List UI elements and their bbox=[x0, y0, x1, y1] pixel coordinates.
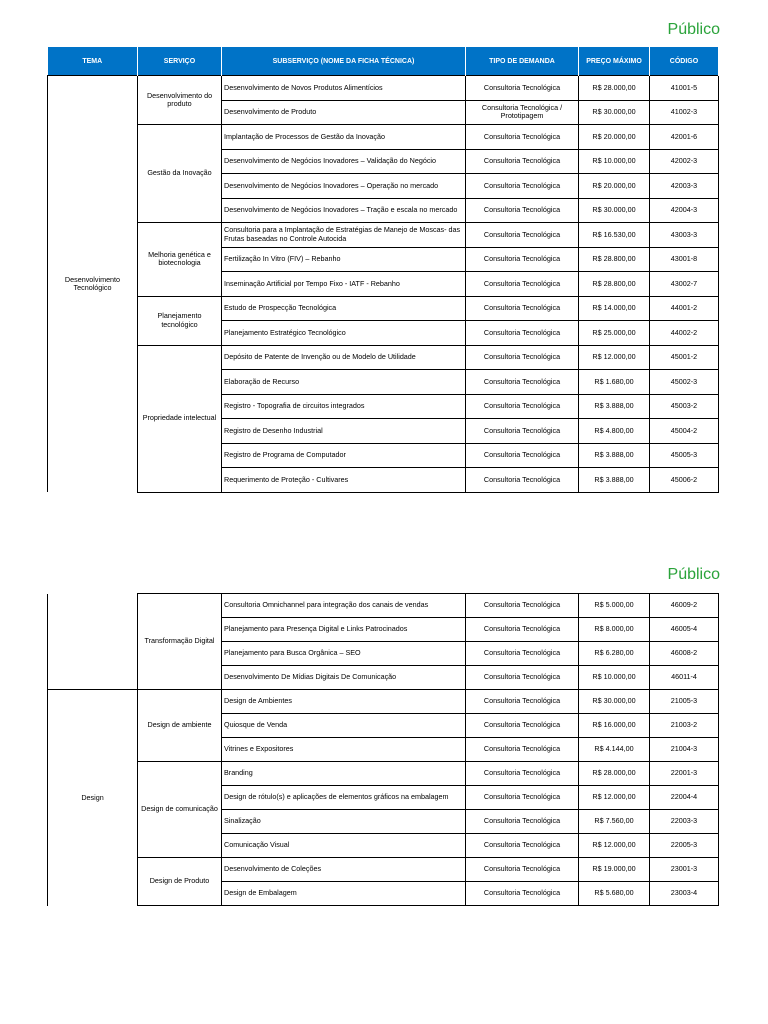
tipo-cell: Consultoria Tecnológica bbox=[466, 174, 579, 199]
subservico-cell: Vitrines e Expositores bbox=[222, 738, 466, 762]
preco-cell: R$ 12.000,00 bbox=[579, 786, 650, 810]
classification-label-top: Público bbox=[667, 21, 720, 38]
tipo-cell: Consultoria Tecnológica bbox=[466, 738, 579, 762]
codigo-cell: 43003-3 bbox=[650, 223, 719, 248]
preco-cell: R$ 25.000,00 bbox=[579, 321, 650, 346]
table-row bbox=[48, 76, 719, 101]
codigo-cell: 45003-2 bbox=[650, 394, 719, 419]
codigo-cell: 45006-2 bbox=[650, 468, 719, 493]
codigo-cell: 42001-6 bbox=[650, 125, 719, 150]
preco-cell: R$ 16.000,00 bbox=[579, 714, 650, 738]
table-row bbox=[48, 690, 719, 714]
codigo-cell: 45001-2 bbox=[650, 345, 719, 370]
table-row bbox=[48, 345, 719, 370]
codigo-cell: 21003-2 bbox=[650, 714, 719, 738]
codigo-cell: 42004-3 bbox=[650, 198, 719, 223]
preco-cell: R$ 5.000,00 bbox=[579, 594, 650, 618]
preco-cell: R$ 1.680,00 bbox=[579, 370, 650, 395]
table-header-row bbox=[48, 47, 719, 76]
codigo-cell: 43002-7 bbox=[650, 272, 719, 297]
subservico-cell: Desenvolvimento de Negócios Inovadores – Tração e escala no mercado bbox=[222, 198, 466, 223]
preco-cell: R$ 8.000,00 bbox=[579, 618, 650, 642]
tipo-cell: Consultoria Tecnológica bbox=[466, 76, 579, 101]
subservico-cell: Fertilização In Vitro (FIV) – Rebanho bbox=[222, 247, 466, 272]
tipo-cell: Consultoria Tecnológica bbox=[466, 419, 579, 444]
header-tema: TEMA bbox=[48, 47, 138, 76]
preco-cell: R$ 19.000,00 bbox=[579, 858, 650, 882]
codigo-cell: 46011-4 bbox=[650, 666, 719, 690]
header-subservico: SUBSERVIÇO (NOME DA FICHA TÉCNICA) bbox=[222, 47, 466, 76]
tipo-cell: Consultoria Tecnológica bbox=[466, 834, 579, 858]
preco-cell: R$ 7.560,00 bbox=[579, 810, 650, 834]
subservico-cell: Design de Embalagem bbox=[222, 882, 466, 906]
preco-cell: R$ 28.000,00 bbox=[579, 76, 650, 101]
services-table-page2 bbox=[47, 593, 719, 906]
subservico-cell: Registro de Desenho Industrial bbox=[222, 419, 466, 444]
tipo-cell: Consultoria Tecnológica bbox=[466, 858, 579, 882]
servico-cell: Melhoria genética e biotecnologia bbox=[138, 223, 222, 297]
tipo-cell: Consultoria Tecnológica bbox=[466, 690, 579, 714]
preco-cell: R$ 12.000,00 bbox=[579, 834, 650, 858]
codigo-cell: 45002-3 bbox=[650, 370, 719, 395]
subservico-cell: Desenvolvimento de Negócios Inovadores – Operação no mercado bbox=[222, 174, 466, 199]
header-preco: PREÇO MÁXIMO bbox=[579, 47, 650, 76]
codigo-cell: 23003-4 bbox=[650, 882, 719, 906]
codigo-cell: 41001-5 bbox=[650, 76, 719, 101]
preco-cell: R$ 6.280,00 bbox=[579, 642, 650, 666]
subservico-cell: Consultoria Omnichannel para integração dos canais de vendas bbox=[222, 594, 466, 618]
subservico-cell: Planejamento Estratégico Tecnológico bbox=[222, 321, 466, 346]
preco-cell: R$ 10.000,00 bbox=[579, 666, 650, 690]
table-row bbox=[48, 762, 719, 786]
subservico-cell: Sinalização bbox=[222, 810, 466, 834]
preco-cell: R$ 28.000,00 bbox=[579, 762, 650, 786]
preco-cell: R$ 28.800,00 bbox=[579, 272, 650, 297]
preco-cell: R$ 3.888,00 bbox=[579, 394, 650, 419]
table-row bbox=[48, 125, 719, 150]
codigo-cell: 44001-2 bbox=[650, 296, 719, 321]
servico-cell: Transformação Digital bbox=[138, 594, 222, 690]
codigo-cell: 44002-2 bbox=[650, 321, 719, 346]
codigo-cell: 22003-3 bbox=[650, 810, 719, 834]
subservico-cell: Planejamento para Busca Orgânica – SEO bbox=[222, 642, 466, 666]
subservico-cell: Desenvolvimento de Coleções bbox=[222, 858, 466, 882]
subservico-cell: Inseminação Artificial por Tempo Fixo - IATF - Rebanho bbox=[222, 272, 466, 297]
tipo-cell: Consultoria Tecnológica bbox=[466, 786, 579, 810]
table-row bbox=[48, 296, 719, 321]
tipo-cell: Consultoria Tecnológica bbox=[466, 762, 579, 786]
header-tipo: TIPO DE DEMANDA bbox=[466, 47, 579, 76]
preco-cell: R$ 20.000,00 bbox=[579, 174, 650, 199]
preco-cell: R$ 3.888,00 bbox=[579, 468, 650, 493]
servico-cell: Design de comunicação bbox=[138, 762, 222, 858]
header-servico: SERVIÇO bbox=[138, 47, 222, 76]
subservico-cell: Requerimento de Proteção - Cultivares bbox=[222, 468, 466, 493]
tipo-cell: Consultoria Tecnológica bbox=[466, 149, 579, 174]
header-codigo: CÓDIGO bbox=[650, 47, 719, 76]
codigo-cell: 46005-4 bbox=[650, 618, 719, 642]
preco-cell: R$ 5.680,00 bbox=[579, 882, 650, 906]
tipo-cell: Consultoria Tecnológica bbox=[466, 125, 579, 150]
codigo-cell: 23001-3 bbox=[650, 858, 719, 882]
tema-cell: Desenvolvimento Tecnológico bbox=[48, 76, 138, 493]
table-row bbox=[48, 594, 719, 618]
preco-cell: R$ 4.800,00 bbox=[579, 419, 650, 444]
subservico-cell: Consultoria para a Implantação de Estratégias de Manejo de Moscas- das Frutas baseadas no Controle Autocida bbox=[222, 223, 466, 248]
tipo-cell: Consultoria Tecnológica / Prototipagem bbox=[466, 100, 579, 125]
subservico-cell: Desenvolvimento de Novos Produtos Alimentícios bbox=[222, 76, 466, 101]
servico-cell: Design de Produto bbox=[138, 858, 222, 906]
tipo-cell: Consultoria Tecnológica bbox=[466, 714, 579, 738]
codigo-cell: 45004-2 bbox=[650, 419, 719, 444]
tipo-cell: Consultoria Tecnológica bbox=[466, 810, 579, 834]
preco-cell: R$ 30.000,00 bbox=[579, 100, 650, 125]
preco-cell: R$ 20.000,00 bbox=[579, 125, 650, 150]
tipo-cell: Consultoria Tecnológica bbox=[466, 394, 579, 419]
subservico-cell: Registro - Topografia de circuitos integrados bbox=[222, 394, 466, 419]
codigo-cell: 22004-4 bbox=[650, 786, 719, 810]
subservico-cell: Desenvolvimento de Negócios Inovadores – Validação do Negócio bbox=[222, 149, 466, 174]
preco-cell: R$ 12.000,00 bbox=[579, 345, 650, 370]
codigo-cell: 22001-3 bbox=[650, 762, 719, 786]
codigo-cell: 41002-3 bbox=[650, 100, 719, 125]
tipo-cell: Consultoria Tecnológica bbox=[466, 468, 579, 493]
preco-cell: R$ 3.888,00 bbox=[579, 443, 650, 468]
codigo-cell: 42002-3 bbox=[650, 149, 719, 174]
tipo-cell: Consultoria Tecnológica bbox=[466, 882, 579, 906]
preco-cell: R$ 28.800,00 bbox=[579, 247, 650, 272]
preco-cell: R$ 4.144,00 bbox=[579, 738, 650, 762]
servico-cell: Gestão da Inovação bbox=[138, 125, 222, 223]
tipo-cell: Consultoria Tecnológica bbox=[466, 666, 579, 690]
subservico-cell: Registro de Programa de Computador bbox=[222, 443, 466, 468]
subservico-cell: Design de Ambientes bbox=[222, 690, 466, 714]
codigo-cell: 22005-3 bbox=[650, 834, 719, 858]
classification-label-bottom: Público bbox=[667, 566, 720, 583]
tipo-cell: Consultoria Tecnológica bbox=[466, 618, 579, 642]
codigo-cell: 21005-3 bbox=[650, 690, 719, 714]
subservico-cell: Design de rótulo(s) e aplicações de elementos gráficos na embalagem bbox=[222, 786, 466, 810]
servico-cell: Desenvolvimento do produto bbox=[138, 76, 222, 125]
subservico-cell: Branding bbox=[222, 762, 466, 786]
preco-cell: R$ 30.000,00 bbox=[579, 690, 650, 714]
tipo-cell: Consultoria Tecnológica bbox=[466, 443, 579, 468]
subservico-cell: Elaboração de Recurso bbox=[222, 370, 466, 395]
codigo-cell: 45005-3 bbox=[650, 443, 719, 468]
subservico-cell: Comunicação Visual bbox=[222, 834, 466, 858]
servico-cell: Design de ambiente bbox=[138, 690, 222, 762]
tipo-cell: Consultoria Tecnológica bbox=[466, 296, 579, 321]
tipo-cell: Consultoria Tecnológica bbox=[466, 370, 579, 395]
subservico-cell: Depósito de Patente de Invenção ou de Modelo de Utilidade bbox=[222, 345, 466, 370]
tema-cell bbox=[48, 594, 138, 690]
preco-cell: R$ 16.530,00 bbox=[579, 223, 650, 248]
preco-cell: R$ 14.000,00 bbox=[579, 296, 650, 321]
tema-cell: Design bbox=[48, 690, 138, 906]
tipo-cell: Consultoria Tecnológica bbox=[466, 321, 579, 346]
tipo-cell: Consultoria Tecnológica bbox=[466, 594, 579, 618]
tipo-cell: Consultoria Tecnológica bbox=[466, 198, 579, 223]
tipo-cell: Consultoria Tecnológica bbox=[466, 642, 579, 666]
preco-cell: R$ 10.000,00 bbox=[579, 149, 650, 174]
services-table-page1 bbox=[47, 47, 719, 493]
codigo-cell: 21004-3 bbox=[650, 738, 719, 762]
tipo-cell: Consultoria Tecnológica bbox=[466, 247, 579, 272]
tipo-cell: Consultoria Tecnológica bbox=[466, 272, 579, 297]
tipo-cell: Consultoria Tecnológica bbox=[466, 223, 579, 248]
codigo-cell: 42003-3 bbox=[650, 174, 719, 199]
subservico-cell: Planejamento para Presença Digital e Links Patrocinados bbox=[222, 618, 466, 642]
subservico-cell: Implantação de Processos de Gestão da Inovação bbox=[222, 125, 466, 150]
servico-cell: Propriedade intelectual bbox=[138, 345, 222, 492]
codigo-cell: 46009-2 bbox=[650, 594, 719, 618]
subservico-cell: Quiosque de Venda bbox=[222, 714, 466, 738]
subservico-cell: Desenvolvimento de Produto bbox=[222, 100, 466, 125]
subservico-cell: Desenvolvimento De Mídias Digitais De Comunicação bbox=[222, 666, 466, 690]
preco-cell: R$ 30.000,00 bbox=[579, 198, 650, 223]
codigo-cell: 43001-8 bbox=[650, 247, 719, 272]
subservico-cell: Estudo de Prospecção Tecnológica bbox=[222, 296, 466, 321]
codigo-cell: 46008-2 bbox=[650, 642, 719, 666]
table-row bbox=[48, 858, 719, 882]
servico-cell: Planejamento tecnológico bbox=[138, 296, 222, 345]
table-row bbox=[48, 223, 719, 248]
tipo-cell: Consultoria Tecnológica bbox=[466, 345, 579, 370]
